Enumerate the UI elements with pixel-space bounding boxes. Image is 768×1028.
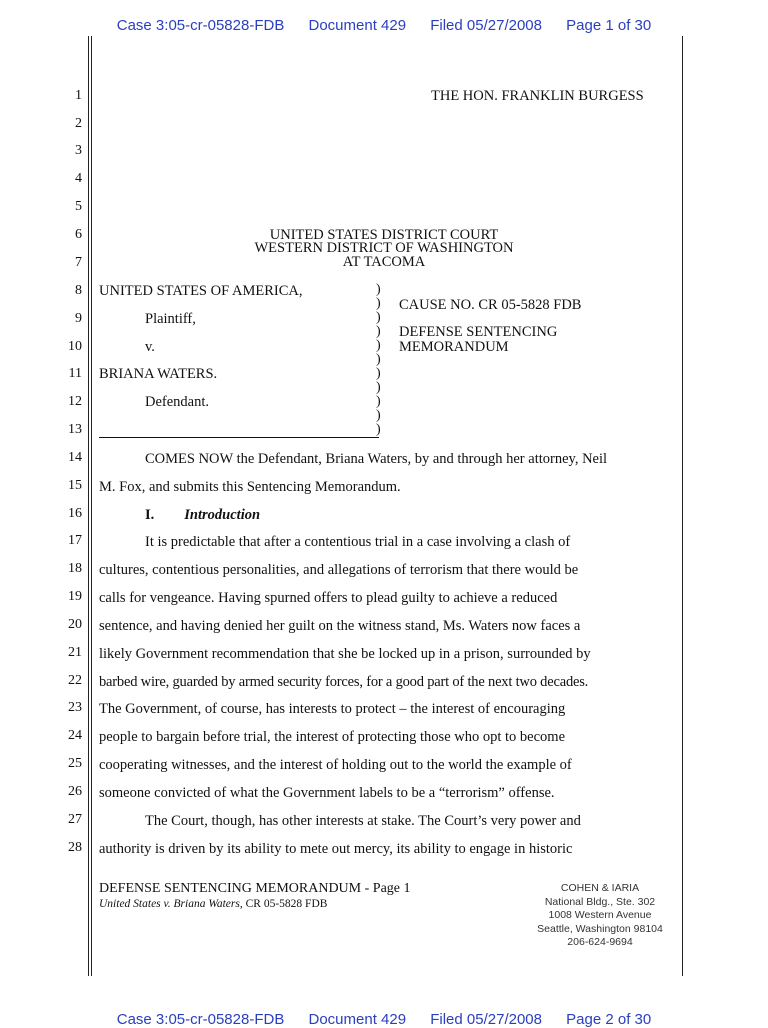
left-margin-rule-inner — [91, 36, 92, 976]
cause-number: CAUSE NO. CR 05-5828 FDB — [399, 297, 582, 313]
ecf-filed-date: Filed 05/27/2008 — [430, 1011, 542, 1028]
court-name-line-1: UNITED STATES DISTRICT COURT — [269, 227, 499, 243]
line-number: 26 — [68, 784, 82, 799]
section-title: Introduction — [184, 507, 261, 523]
section-number: I. — [145, 507, 155, 523]
caption-paren: ) — [376, 282, 381, 297]
line-number: 27 — [68, 812, 82, 827]
court-name-line-3: AT TACOMA — [342, 254, 426, 270]
body-line: authority is driven by its ability to mete out mercy, its ability to engage in historic — [99, 841, 573, 857]
line-number: 7 — [75, 255, 82, 270]
right-margin-rule — [682, 36, 683, 976]
caption-paren: ) — [376, 408, 381, 423]
caption-versus: v. — [145, 339, 155, 355]
line-number: 19 — [68, 589, 82, 604]
line-number: 16 — [68, 506, 82, 521]
caption-plaintiff: UNITED STATES OF AMERICA, — [99, 283, 303, 299]
line-number: 14 — [68, 450, 82, 465]
line-number: 18 — [68, 561, 82, 576]
ecf-page-count: Page 1 of 30 — [566, 17, 652, 34]
body-line: sentence, and having denied her guilt on the witness stand, Ms. Waters now faces a — [99, 618, 581, 634]
line-number: 6 — [75, 227, 82, 242]
ecf-document-number: Document 429 — [308, 17, 407, 34]
line-number: 22 — [68, 673, 82, 688]
caption-paren: ) — [376, 324, 381, 339]
ecf-filed-date: Filed 05/27/2008 — [430, 17, 542, 34]
firm-letterhead — [530, 882, 670, 950]
body-line: M. Fox, and submits this Sentencing Memorandum. — [99, 479, 401, 495]
caption-paren: ) — [376, 366, 381, 381]
body-line: likely Government recommendation that she be locked up in a prison, surrounded by — [99, 646, 591, 662]
caption-paren: ) — [376, 394, 381, 409]
caption-paren: ) — [376, 352, 381, 367]
ecf-case-number: Case 3:05-cr-05828-FDB — [116, 17, 285, 34]
footer-case-name: United States v. Briana Waters — [99, 898, 240, 910]
line-number: 25 — [68, 756, 82, 771]
line-number: 8 — [75, 283, 82, 298]
footer-title: DEFENSE SENTENCING MEMORANDUM - Page 1 — [99, 881, 411, 896]
body-line: someone convicted of what the Government labels to be a “terrorism” offense. — [99, 785, 555, 801]
body-line: It is predictable that after a contentious trial in a case involving a clash of — [145, 534, 571, 550]
caption-plaintiff-role: Plaintiff, — [145, 311, 196, 327]
body-line: cultures, contentious personalities, and allegations of terrorism that there would be — [99, 562, 579, 578]
line-number: 1 — [75, 88, 82, 103]
body-line: cooperating witnesses, and the interest of holding out to the world the example of — [99, 757, 572, 773]
court-name-line-2: WESTERN DISTRICT OF WASHINGTON — [254, 240, 514, 256]
line-number: 13 — [68, 422, 82, 437]
body-line: COMES NOW the Defendant, Briana Waters, by and through her attorney, Neil — [145, 451, 608, 467]
left-margin-rule — [88, 36, 89, 976]
line-number: 9 — [75, 311, 82, 326]
firm-address-line-2: 1008 Western Avenue — [548, 909, 652, 921]
caption-paren: ) — [376, 338, 381, 353]
ecf-header — [0, 17, 768, 34]
section-heading — [145, 507, 260, 523]
line-number: 28 — [68, 840, 82, 855]
caption-defendant: BRIANA WATERS. — [99, 366, 218, 382]
ecf-page-count: Page 2 of 30 — [566, 1011, 652, 1028]
line-number: 11 — [68, 366, 82, 381]
body-line: people to bargain before trial, the interest of protecting those who opt to become — [99, 729, 566, 745]
line-number: 21 — [68, 645, 82, 660]
body-line: barbed wire, guarded by armed security forces, for a good part of the next two decades. — [99, 674, 589, 690]
firm-address-line-3: Seattle, Washington 98104 — [537, 922, 663, 935]
ecf-case-number: Case 3:05-cr-05828-FDB — [116, 1011, 285, 1028]
line-number: 24 — [68, 728, 82, 743]
body-line: The Government, of course, has interests to protect – the interest of encouraging — [99, 701, 566, 717]
line-number: 17 — [68, 533, 82, 548]
ecf-document-number: Document 429 — [308, 1011, 407, 1028]
caption-paren: ) — [376, 296, 381, 311]
firm-phone: 206-624-9694 — [567, 936, 633, 948]
line-number: 2 — [75, 116, 82, 131]
line-number: 15 — [68, 478, 82, 493]
caption-paren: ) — [376, 422, 381, 437]
caption-paren: ) — [376, 380, 381, 395]
document-title-line-2: MEMORANDUM — [399, 339, 509, 355]
line-number: 5 — [75, 199, 82, 214]
caption-underline — [99, 437, 379, 438]
line-number: 20 — [68, 617, 82, 632]
document-title-line-1: DEFENSE SENTENCING — [399, 324, 558, 340]
body-line: The Court, though, has other interests at stake. The Court’s very power and — [145, 813, 581, 829]
firm-name: COHEN & IARIA — [560, 882, 640, 894]
line-number: 3 — [75, 143, 82, 158]
caption-defendant-role: Defendant. — [145, 394, 210, 410]
line-number: 12 — [68, 394, 82, 409]
caption-paren: ) — [376, 310, 381, 325]
footer-case-number: , CR 05-5828 FDB — [239, 898, 328, 910]
body-line: calls for vengeance. Having spurned offers to plead guilty to achieve a reduced — [99, 590, 558, 606]
footer-case-caption — [99, 898, 327, 910]
judge-name: THE HON. FRANKLIN BURGESS — [431, 88, 644, 104]
line-number: 10 — [68, 339, 82, 354]
firm-address-line-1: National Bldg., Ste. 302 — [544, 895, 656, 908]
line-number: 23 — [68, 700, 82, 715]
line-number: 4 — [75, 171, 82, 186]
next-page-ecf-header — [0, 1011, 768, 1028]
